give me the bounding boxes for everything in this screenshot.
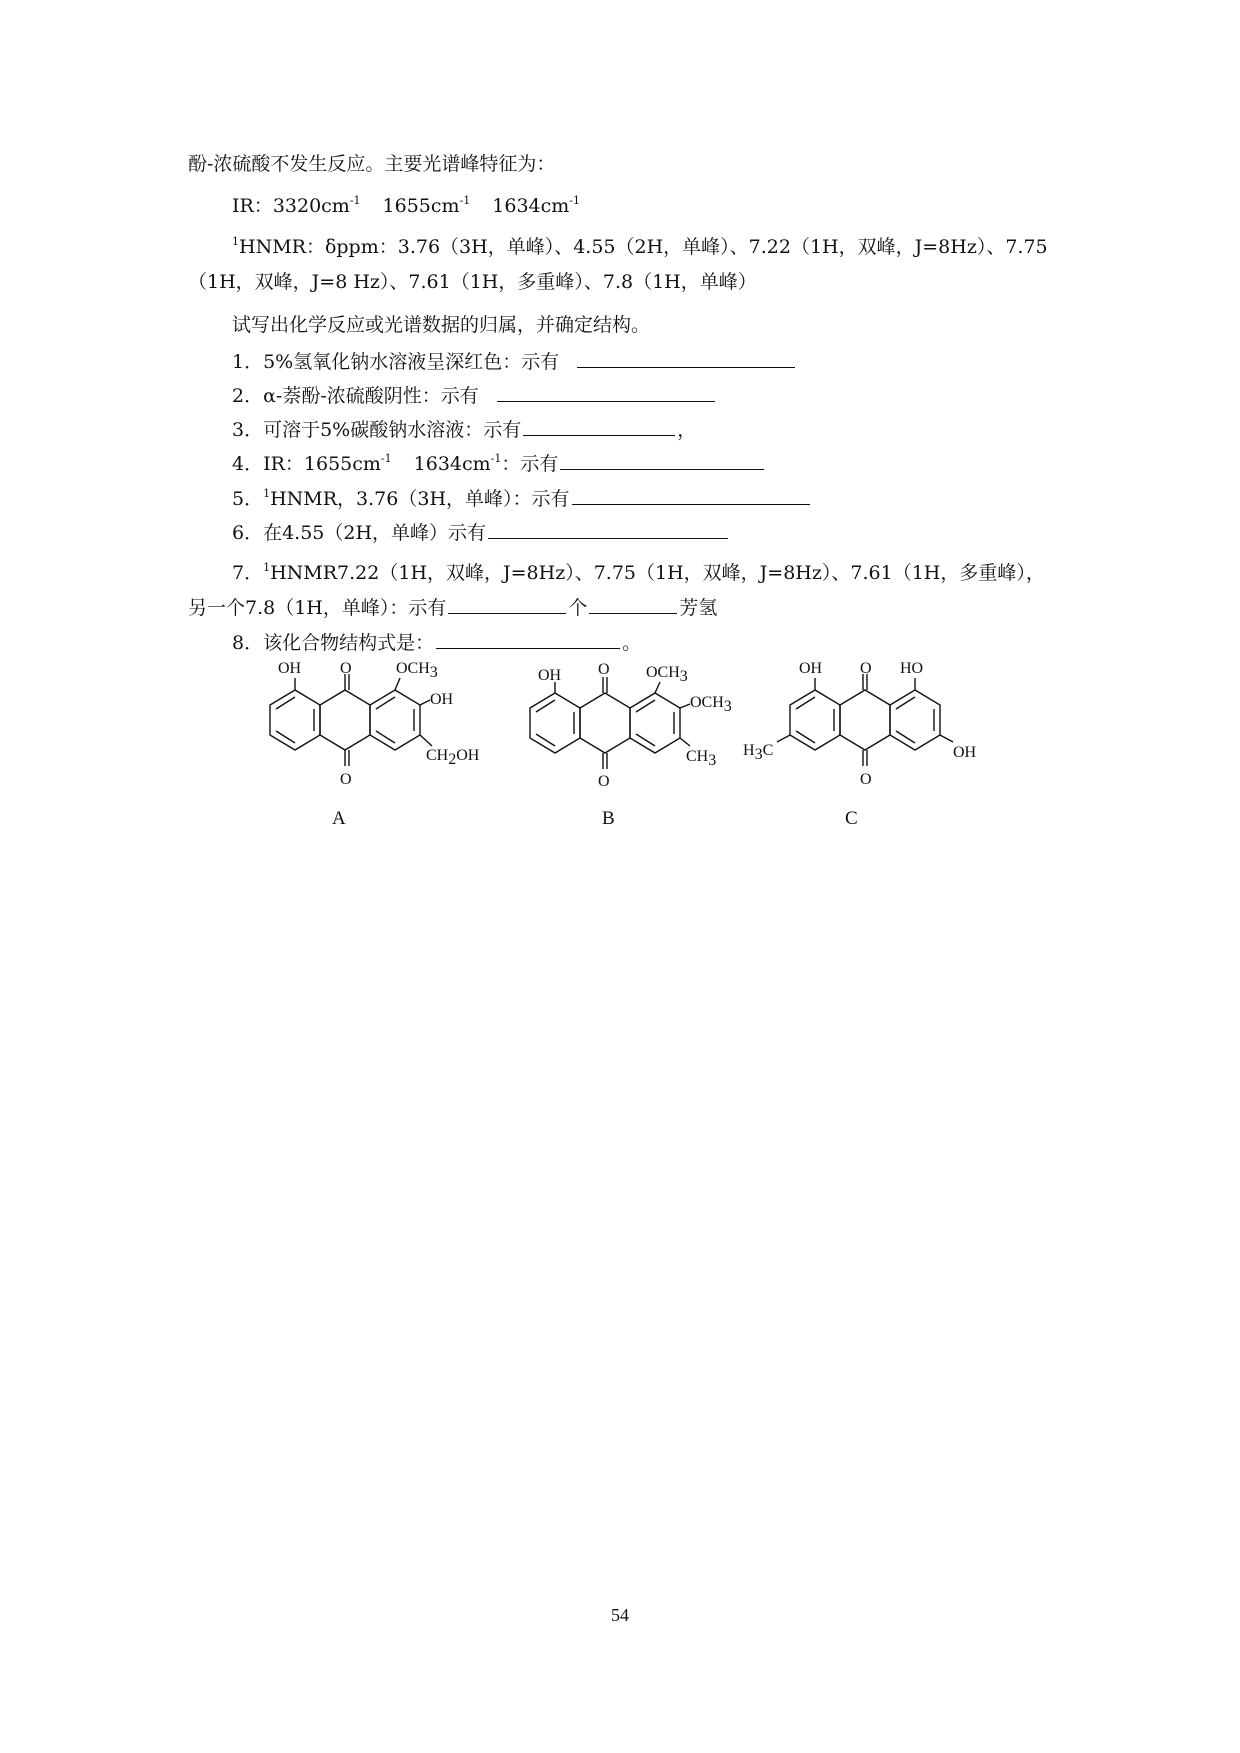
b-och3: OCH3	[646, 664, 688, 685]
instruction: 试写出化学反应或光谱数据的归属，并确定结构。	[232, 314, 651, 336]
question-5: 5．$^1$HNMR，3.76（3H，单峰）：示有	[232, 485, 812, 513]
a-och3: OCH3	[396, 660, 438, 681]
question-7-line-2: 另一个7.8（1H，单峰）：示有 个 芳氢	[188, 597, 718, 619]
answer-blank-4[interactable]	[560, 451, 764, 470]
question-4: 4．IR：$1655cm^{-1}$ $1634cm^{-1}$：示有	[232, 450, 766, 478]
ring-b-middle	[580, 693, 630, 753]
ring-b-right	[630, 693, 680, 753]
a-oh: OH	[278, 660, 302, 677]
ir-label: IR：	[232, 195, 273, 217]
question-7-line-1: 7．$^1$HNMR7.22（1H，双峰，J=8Hz）、7.75（1H，双峰，J=8Hz）、7.61（1H，多重峰），	[232, 561, 1045, 584]
ring-c-left	[790, 690, 840, 750]
ring-a-middle	[320, 690, 370, 750]
ring-c-right	[890, 690, 940, 750]
question-3: 3．可溶于5%碳酸钠水溶液：示有 ，	[232, 419, 697, 441]
a-ch2oh: CH2OH	[426, 747, 480, 768]
c-o-bottom: O	[860, 771, 872, 788]
hnmr-line-2: （1H，双峰，J=8 Hz）、7.61（1H，多重峰）、7.8（1H，单峰）	[188, 271, 757, 293]
a-o-top: O	[340, 660, 352, 677]
c-ho-right: HO	[900, 660, 924, 677]
page-number: 54	[611, 1605, 629, 1625]
b-oh: OH	[538, 667, 562, 684]
answer-blank-6[interactable]	[488, 520, 728, 539]
answer-blank-3[interactable]	[523, 417, 675, 436]
answer-blank-1[interactable]	[577, 349, 795, 368]
c-oh-left: OH	[799, 660, 823, 677]
c-oh-bottom: OH	[953, 744, 977, 761]
b-och3-2: OCH3	[690, 694, 732, 715]
a-oh-2: OH	[430, 691, 454, 708]
ir-peak-2: 1655cm	[382, 195, 460, 217]
ring-a-right	[370, 690, 420, 750]
ir-peak-3: 1634cm	[492, 195, 570, 217]
structure-b	[510, 660, 770, 800]
intro-line: 酚-浓硫酸不发生反应。主要光谱峰特征为：	[188, 153, 556, 175]
structure-c	[745, 660, 1005, 800]
ir-peak-1: 3320cm	[272, 195, 350, 217]
b-ch3: CH3	[686, 748, 717, 769]
caption-c: C	[845, 808, 858, 829]
caption-a: A	[332, 808, 346, 829]
question-8: 8．该化合物结构式是： 。	[232, 632, 642, 654]
ring-a-left	[270, 690, 320, 750]
ring-c-middle	[840, 690, 890, 750]
structure-a	[240, 660, 500, 800]
a-o-bottom: O	[340, 771, 352, 788]
c-h3c: H3C	[743, 742, 774, 763]
question-1: 1．5%氢氧化钠水溶液呈深红色：示有	[232, 348, 797, 376]
c-o-top: O	[860, 660, 872, 677]
answer-blank-8[interactable]	[436, 630, 620, 649]
b-o-top: O	[598, 661, 610, 678]
caption-b: B	[602, 808, 615, 829]
answer-blank-7b[interactable]	[589, 595, 677, 614]
answer-blank-5[interactable]	[572, 486, 810, 505]
ring-b-left	[530, 693, 580, 753]
answer-blank-2[interactable]	[497, 383, 715, 402]
hnmr-line-1: $^1$HNMR：δppm：3.76（3H，单峰）、4.55（2H，单峰）、7.22（1H，双峰，J=8Hz）、7.75	[232, 235, 1048, 258]
answer-blank-7a[interactable]	[448, 595, 566, 614]
ir-line: IR：$3320cm^{-1}$ $1655cm^{-1}$ $1634cm^{-1}$	[232, 194, 581, 217]
question-6: 6．在4.55（2H，单峰）示有	[232, 519, 730, 547]
question-2: 2．α-萘酚-浓硫酸阴性：示有	[232, 382, 717, 410]
b-o-bottom: O	[598, 773, 610, 790]
